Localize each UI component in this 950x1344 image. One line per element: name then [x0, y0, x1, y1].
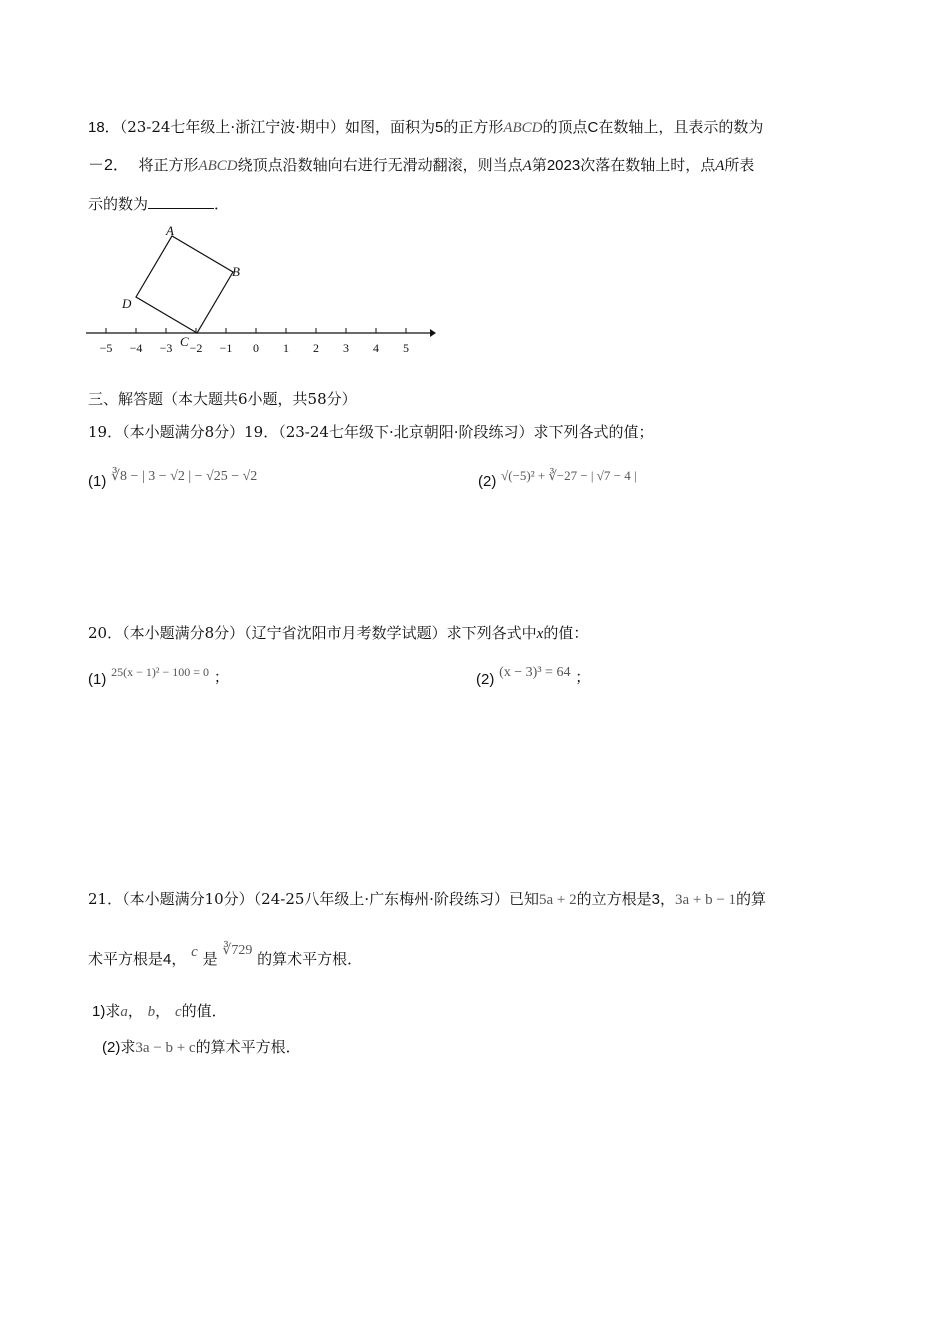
tick-label: 1 [283, 341, 289, 355]
tick-label: −2 [189, 341, 203, 355]
q18-line2 [88, 154, 754, 177]
q18-shape: ABCD [503, 120, 543, 136]
q18-text: 将正方形 [138, 156, 199, 174]
q21-part2 [102, 1036, 301, 1059]
q18-text: 的顶点 [542, 118, 588, 136]
q21-var-c: c [174, 1004, 182, 1020]
q21-line2 [88, 943, 363, 972]
label-b: B [232, 264, 240, 279]
q18-point-c: C [587, 119, 599, 136]
q21-text: 的立方根是 [576, 890, 652, 908]
q18-point-a: A [715, 158, 725, 174]
tick-label: 2 [313, 341, 319, 355]
q20-header-text: 20．（本小题满分8分）（辽宁省沈阳市月考数学试题）求下列各式中 [88, 624, 537, 642]
q18-line1 [88, 116, 763, 139]
tick-label: −3 [159, 341, 173, 355]
q18-area: 5 [434, 119, 444, 136]
q19-part1-label: (1) [88, 473, 107, 490]
q18-text: 次落在数轴上时，点 [580, 156, 716, 174]
q19-header: 19．（本小题满分8分）19．（23-24七年级下·北京朝阳·阶段练习）求下列各式的值； [88, 423, 654, 441]
q18-point-a: A [522, 158, 532, 174]
q21-part1-label: 1)求 [92, 1003, 121, 1020]
q21-expression-3: ∛729 [222, 943, 253, 958]
q21-var-a: a [120, 1004, 128, 1020]
q20-part1 [88, 660, 229, 688]
q21-part1 [92, 1000, 227, 1023]
q18-text: 第 [531, 156, 547, 174]
q21-line1 [88, 888, 766, 911]
label-c: C [180, 334, 189, 349]
q19-part1-expression: ∛8 − | 3 − √2 | − √25 − √2 [111, 469, 258, 484]
q20-part2-label: (2) [476, 671, 495, 688]
q18-shape: ABCD [198, 158, 238, 174]
q18-text: 所表 [724, 156, 755, 174]
q18-figure [84, 220, 444, 360]
q21-part2-label: (2)求 [102, 1039, 136, 1056]
q21-text: ， [171, 950, 187, 968]
number-line-arrow [430, 329, 436, 337]
q21-part2-expression: 3a − b + c [135, 1040, 196, 1056]
tick-label: 4 [373, 341, 379, 355]
q20-header-text: 的值： [543, 624, 589, 642]
label-a: A [166, 223, 174, 238]
q21-text: 的算 [736, 890, 767, 908]
q18-text: 的正方形 [443, 118, 504, 136]
q21-expression-2: 3a + b − 1 [674, 892, 737, 908]
q21-text: 术平方根是 [88, 950, 164, 968]
label-d: D [122, 296, 132, 311]
tick-label: 3 [343, 341, 349, 355]
tick-label: 0 [253, 341, 259, 355]
q21-var-b: b [147, 1004, 156, 1020]
q18-number: 18． [88, 119, 120, 136]
q18-text: 绕顶点沿数轴向右进行无滑动翻滚，则当点 [237, 156, 523, 174]
q21-value-1: 3 [651, 891, 660, 908]
q20-part2-expression: (x − 3)³ = 64 [499, 665, 571, 680]
q20-part2 [476, 660, 591, 688]
q20-header [88, 622, 588, 645]
q20-part1-label: (1) [88, 671, 107, 688]
q18-count: 2023 [546, 157, 581, 174]
q21-part2-end: 的算术平方根． [195, 1038, 301, 1056]
q21-text: 的算术平方根． [257, 950, 363, 968]
number-line-ticks [100, 328, 409, 355]
section-3-title: 三、解答题（本大题共6小题，共58分） [88, 390, 357, 408]
q21-separator: ， [127, 1002, 143, 1020]
q21-part1-end: 的值． [181, 1002, 227, 1020]
q18-line3 [88, 192, 229, 215]
q19-part2-label: (2) [478, 473, 497, 490]
q18-source: （23-24七年级上·浙江宁波·期中） [119, 118, 345, 136]
q20-part1-expression: 25(x − 1)² − 100 = 0 [111, 665, 210, 679]
q19-part2-expression: √(−5)² + ∛−27 − | √7 − 4 | [501, 468, 637, 483]
q18-text: ． [214, 195, 230, 213]
square-abcd [136, 236, 233, 333]
q21-var-c: c [191, 944, 198, 960]
q20-variable: x [536, 626, 544, 642]
tick-label: −4 [129, 341, 143, 355]
tick-label: 5 [403, 341, 409, 355]
q21-text: 是 [202, 950, 218, 968]
q21-value-2: 4 [163, 951, 172, 968]
q18-text: 示的数为 [88, 195, 149, 213]
q18-text: 如图，面积为 [344, 118, 435, 136]
q21-header-text: 21．（本小题满分10分）（24-25八年级上·广东梅州·阶段练习）已知 [88, 890, 539, 908]
tick-label: −5 [99, 341, 113, 355]
q19-part2 [478, 464, 637, 490]
q20-part2-end: ； [575, 668, 591, 686]
q20-part1-end: ； [213, 668, 229, 686]
q18-text: 在数轴上，且表示的数为 [598, 118, 764, 136]
q21-separator: ， [155, 1002, 171, 1020]
q18-value: －2． [88, 157, 129, 174]
q21-text: ， [659, 890, 675, 908]
q21-expression-1: 5a + 2 [538, 892, 577, 908]
tick-label: −1 [219, 341, 233, 355]
answer-blank[interactable] [148, 192, 214, 209]
q19-part1 [88, 464, 257, 488]
